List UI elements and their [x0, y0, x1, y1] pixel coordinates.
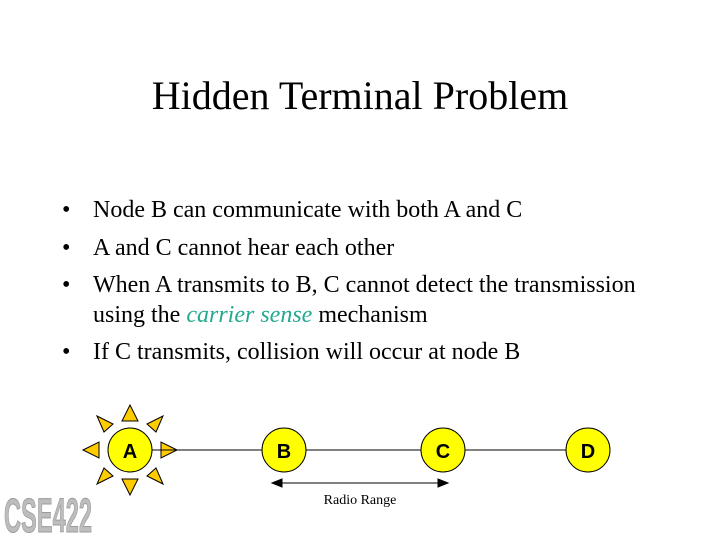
node-a [108, 428, 152, 472]
bullet-text-after: mechanism [312, 301, 428, 328]
node-c [421, 428, 465, 472]
bullet-marker: • [62, 197, 71, 223]
bullet-marker: • [62, 339, 71, 365]
bullet-item [62, 271, 682, 330]
node-c-label: C [435, 441, 451, 463]
node-a-label: A [122, 441, 138, 463]
slide-title: Hidden Terminal Problem [151, 73, 569, 118]
bullet-marker: • [62, 234, 71, 261]
bullet-text: A and C cannot hear each other [93, 234, 395, 261]
node-d-label: D [580, 441, 596, 463]
bullet-item [62, 338, 682, 368]
bullet-marker: • [62, 272, 71, 298]
carrier-sense-highlight: carrier sense [186, 301, 313, 328]
hidden-terminal-diagram [0, 400, 720, 540]
bullet-text: If C transmits, collision will occur at node B [93, 339, 521, 365]
bullet-list [62, 196, 682, 376]
radio-range-label: Radio Range [323, 493, 397, 508]
node-b-label: B [276, 441, 292, 463]
node-b [262, 428, 306, 472]
node-d [566, 428, 610, 472]
bullet-text: Node B can communicate with both A and C [93, 197, 523, 223]
bullet-item [62, 196, 682, 226]
bullet-text-before: When A transmits to B, C cannot detect the transmission using the [93, 272, 636, 328]
bullet-item [62, 234, 682, 264]
course-logo: CSE422 [4, 490, 92, 540]
radio-range-arrow [272, 479, 448, 487]
